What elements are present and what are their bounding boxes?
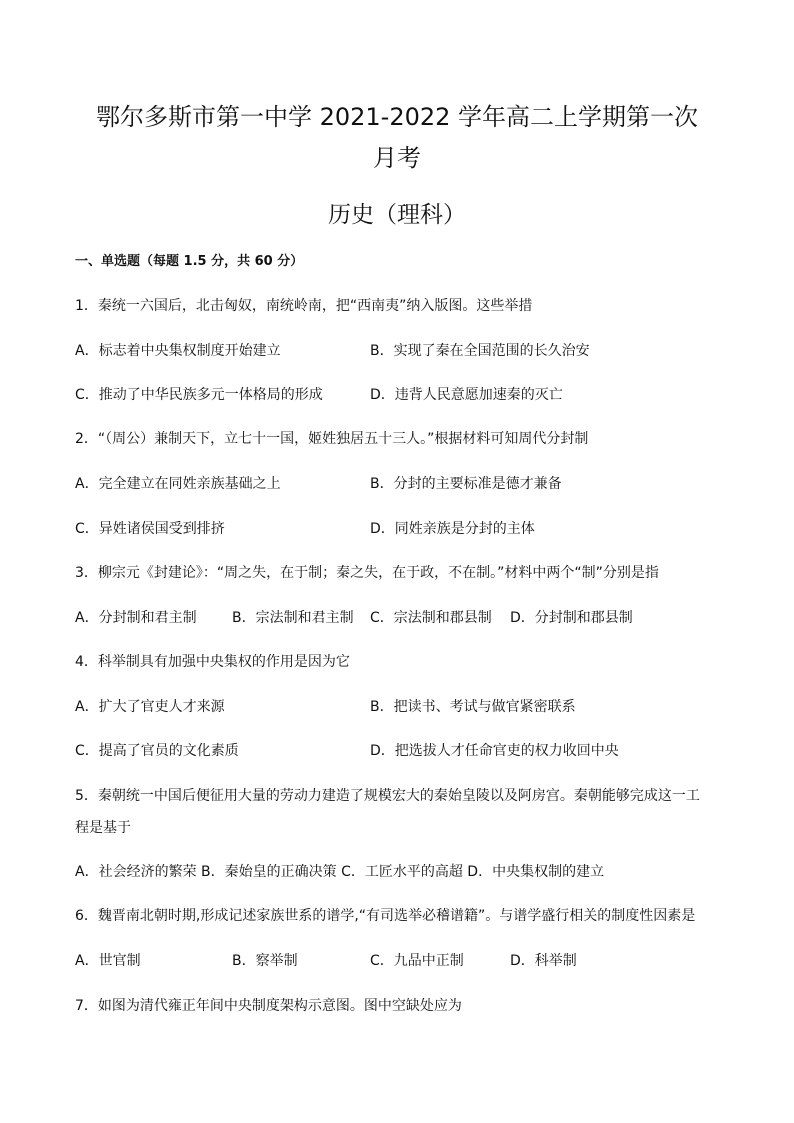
question-4-stem: 4．科举制具有加强中央集权的作用是因为它 [75,654,350,670]
question-4-option-b: B．把读书、考试与做官紧密联系 [370,699,576,715]
question-6-option-d: D．科举制 [510,953,577,969]
question-3-stem: 3．柳宗元《封建论》：“周之失，在于制；秦之失，在于政，不在制。”材料中两个“制”分别是指 [75,565,659,581]
question-3-option-b: B．宗法制和君主制 [232,610,354,626]
exam-subject: 历史（理科） [328,202,466,228]
question-5-options: A．社会经济的繁荣 B．秦始皇的正确决策 C．工匠水平的高超 D．中央集权制的建立 [75,864,605,880]
question-5-stem-line1: 5．秦朝统一中国后便征用大量的劳动力建造了规模宏大的秦始皇陵以及阿房宫。秦朝能够完成这一工 [75,788,700,804]
question-1-option-c: C．推动了中华民族多元一体格局的形成 [75,387,323,403]
question-1-option-a: A．标志着中央集权制度开始建立 [75,343,281,359]
question-6-stem: 6．魏晋南北朝时期,形成记述家族世系的谱学,“有司选举必稽谱籍”。与谱学盛行相关的制度性因素是 [75,908,696,924]
question-4-option-a: A．扩大了官吏人才来源 [75,699,225,715]
exam-title-line1: 鄂尔多斯市第一中学 2021-2022 学年高二上学期第一次 [95,103,699,131]
question-5-stem-line2: 程是基于 [75,820,131,836]
exam-title-line2: 月考 [373,144,421,172]
section-heading: 一、单选题（每题 1.5 分，共 60 分） [75,254,304,269]
question-3-option-d: D．分封制和郡县制 [510,610,633,626]
question-3-option-c: C．宗法制和郡县制 [370,610,492,626]
question-2-option-a: A．完全建立在同姓亲族基础之上 [75,476,281,492]
question-4-option-c: C．提高了官员的文化素质 [75,743,239,759]
question-3-option-a: A．分封制和君主制 [75,610,197,626]
question-2-option-c: C．异姓诸侯国受到排挤 [75,521,225,537]
question-2-stem: 2．“（周公）兼制天下，立七十一国，姬姓独居五十三人。”根据材料可知周代分封制 [75,431,589,447]
question-1-option-b: B．实现了秦在全国范围的长久治安 [370,343,590,359]
question-1-stem: 1．秦统一六国后，北击匈奴，南统岭南，把“西南夷”纳入版图。这些举措 [75,298,533,314]
question-6-option-a: A．世官制 [75,953,141,969]
question-7-stem: 7．如图为清代雍正年间中央制度架构示意图。图中空缺处应为 [75,998,462,1014]
question-1-option-d: D．违背人民意愿加速秦的灭亡 [370,387,563,403]
question-2-option-b: B．分封的主要标准是德才兼备 [370,476,562,492]
question-6-option-b: B．察举制 [232,953,298,969]
question-6-option-c: C．九品中正制 [370,953,464,969]
question-2-option-d: D．同姓亲族是分封的主体 [370,521,535,537]
question-4-option-d: D．把选拔人才任命官吏的权力收回中央 [370,743,619,759]
